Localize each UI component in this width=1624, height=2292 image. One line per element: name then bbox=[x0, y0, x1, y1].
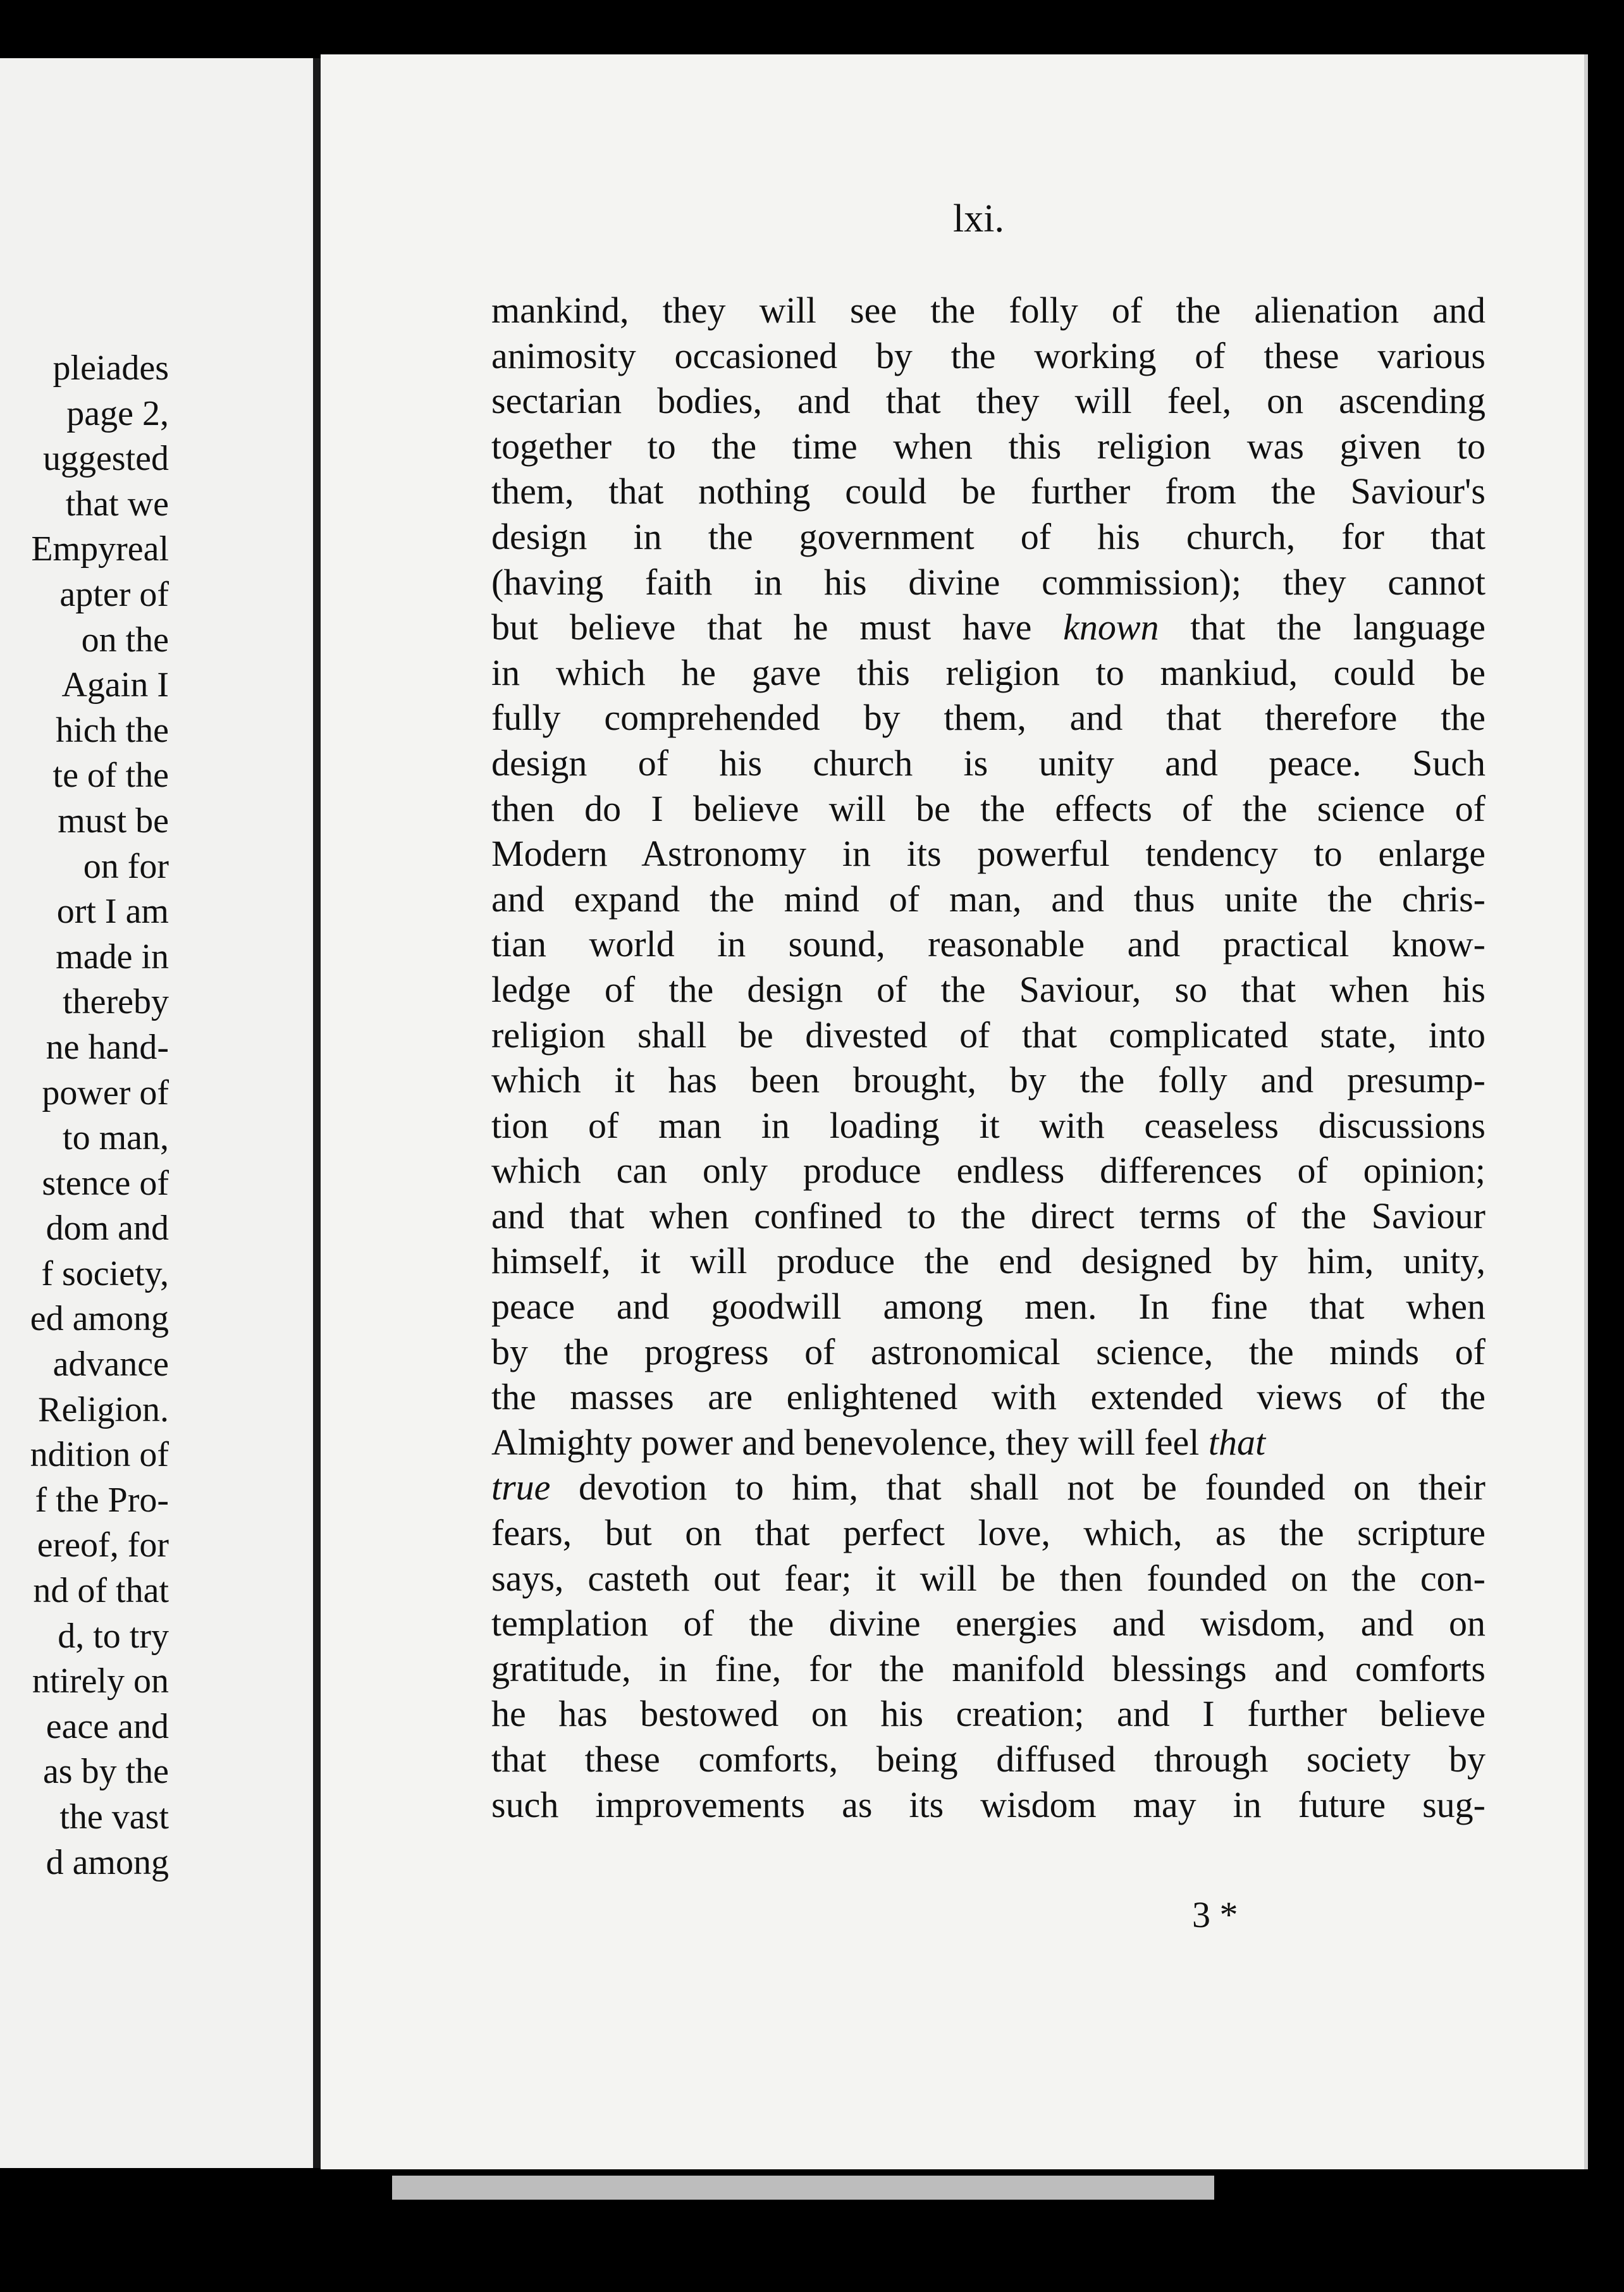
left-text-line: Empyreal bbox=[31, 529, 169, 569]
text-line: fears, but on that perfect love, which, as the scripture bbox=[491, 1512, 1486, 1554]
text-line: tian world in sound, reasonable and practical know- bbox=[491, 923, 1486, 965]
text-line: and expand the mind of man, and thus unite the chris- bbox=[491, 878, 1486, 920]
text-line: then do I believe will be the effects of the science of bbox=[491, 787, 1486, 829]
text-span: devotion to him, that shall not be founded on their bbox=[550, 1467, 1486, 1508]
left-text-line: hich the bbox=[56, 710, 169, 750]
left-text-line: dom and bbox=[46, 1209, 169, 1248]
text-line: and that when confined to the direct terms of the Saviour bbox=[491, 1195, 1486, 1236]
italic-word: that bbox=[1208, 1421, 1266, 1463]
left-text-line: nd of that bbox=[33, 1571, 169, 1611]
left-text-line: on for bbox=[83, 846, 169, 886]
left-page bbox=[0, 58, 313, 2168]
text-line: he has bestowed on his creation; and I further believe bbox=[491, 1693, 1486, 1735]
text-line: animosity occasioned by the working of these various bbox=[491, 335, 1486, 376]
left-text-line: ed among bbox=[30, 1299, 169, 1339]
left-text-line: uggested bbox=[42, 439, 169, 479]
text-line: together to the time when this religion was given to bbox=[491, 425, 1486, 467]
left-text-line: Again I bbox=[61, 665, 169, 705]
page-edge-strip bbox=[392, 2176, 1214, 2200]
text-line: templation of the divine energies and wisdom, and on bbox=[491, 1603, 1486, 1644]
italic-word: true bbox=[491, 1467, 551, 1508]
left-text-line: on the bbox=[81, 620, 169, 660]
left-page-text bbox=[0, 346, 169, 1885]
book-gutter bbox=[313, 58, 321, 2168]
text-line: fully comprehended by them, and that therefore the bbox=[491, 697, 1486, 739]
left-text-line: that we bbox=[65, 484, 169, 524]
left-text-line: ort I am bbox=[56, 892, 169, 932]
text-line: Modern Astronomy in its powerful tendency to enlarge bbox=[491, 833, 1486, 875]
body-text bbox=[491, 288, 1486, 1827]
text-line: the masses are enlightened with extended views of the bbox=[491, 1376, 1486, 1418]
text-span: Almighty power and benevolence, they will feel bbox=[491, 1421, 1209, 1463]
text-line bbox=[491, 605, 1486, 650]
left-text-line: f the Pro- bbox=[35, 1480, 169, 1520]
left-text-line: ndition of bbox=[30, 1435, 169, 1475]
italic-word: known bbox=[1063, 607, 1159, 648]
left-text-line: d among bbox=[46, 1842, 169, 1882]
left-text-line: as by the bbox=[42, 1752, 169, 1792]
text-line: such improvements as its wisdom may in future sug- bbox=[491, 1784, 1486, 1825]
text-span: but believe that he must have bbox=[491, 607, 1064, 648]
text-line bbox=[491, 1420, 1486, 1465]
left-text-line: te of the bbox=[52, 756, 169, 796]
text-line: peace and goodwill among men. In fine that when bbox=[491, 1286, 1486, 1328]
text-line: that these comforts, being diffused through society by bbox=[491, 1739, 1486, 1780]
left-text-line: ereof, for bbox=[37, 1525, 169, 1565]
left-text-line: apter of bbox=[59, 574, 169, 614]
left-text-line: must be bbox=[58, 801, 169, 841]
text-line bbox=[491, 1465, 1486, 1510]
signature-mark: 3 * bbox=[1192, 1894, 1238, 1935]
text-line: says, casteth out fear; it will be then founded on the con- bbox=[491, 1557, 1486, 1599]
text-line: them, that nothing could be further from the Saviour's bbox=[491, 471, 1486, 512]
left-text-line: page 2, bbox=[66, 393, 169, 433]
left-text-line: stence of bbox=[42, 1163, 169, 1203]
text-line: himself, it will produce the end designed by him, unity, bbox=[491, 1240, 1486, 1282]
left-text-line: pleiades bbox=[52, 348, 169, 388]
text-line: in which he gave this religion to mankiud, could be bbox=[491, 651, 1486, 693]
left-text-line: thereby bbox=[63, 982, 169, 1022]
text-line: design of his church is unity and peace. Such bbox=[491, 742, 1486, 784]
text-line: sectarian bodies, and that they will feel, on ascending bbox=[491, 380, 1486, 422]
page-number-header: lxi. bbox=[953, 197, 1004, 240]
text-line: gratitude, in fine, for the manifold blessings and comforts bbox=[491, 1648, 1486, 1689]
text-line: which can only produce endless differences of opinion; bbox=[491, 1150, 1486, 1192]
text-line: by the progress of astronomical science, the minds of bbox=[491, 1331, 1486, 1372]
left-text-line: ntirely on bbox=[32, 1661, 169, 1701]
left-text-line: eace and bbox=[46, 1706, 169, 1746]
text-line: mankind, they will see the folly of the alienation and bbox=[491, 290, 1486, 331]
text-line: tion of man in loading it with ceaseless discussions bbox=[491, 1104, 1486, 1146]
left-text-line: ne hand- bbox=[46, 1027, 169, 1067]
left-text-line: f society, bbox=[41, 1254, 169, 1293]
left-text-line: to man, bbox=[63, 1118, 169, 1158]
text-span: that the language bbox=[1159, 607, 1486, 648]
text-line: which it has been brought, by the folly and presump- bbox=[491, 1059, 1486, 1101]
left-text-line: advance bbox=[52, 1345, 169, 1384]
left-text-line: power of bbox=[42, 1073, 169, 1112]
right-page bbox=[321, 54, 1588, 2169]
text-line: design in the government of his church, for that bbox=[491, 515, 1486, 557]
text-line: ledge of the design of the Saviour, so that when his bbox=[491, 968, 1486, 1010]
left-text-line: d, to try bbox=[58, 1616, 169, 1656]
left-text-line: the vast bbox=[59, 1797, 169, 1837]
text-line: (having faith in his divine commission); they cannot bbox=[491, 561, 1486, 603]
left-text-line: made in bbox=[56, 937, 169, 977]
text-line: religion shall be divested of that complicated state, into bbox=[491, 1014, 1486, 1056]
left-text-line: Religion. bbox=[38, 1389, 169, 1429]
